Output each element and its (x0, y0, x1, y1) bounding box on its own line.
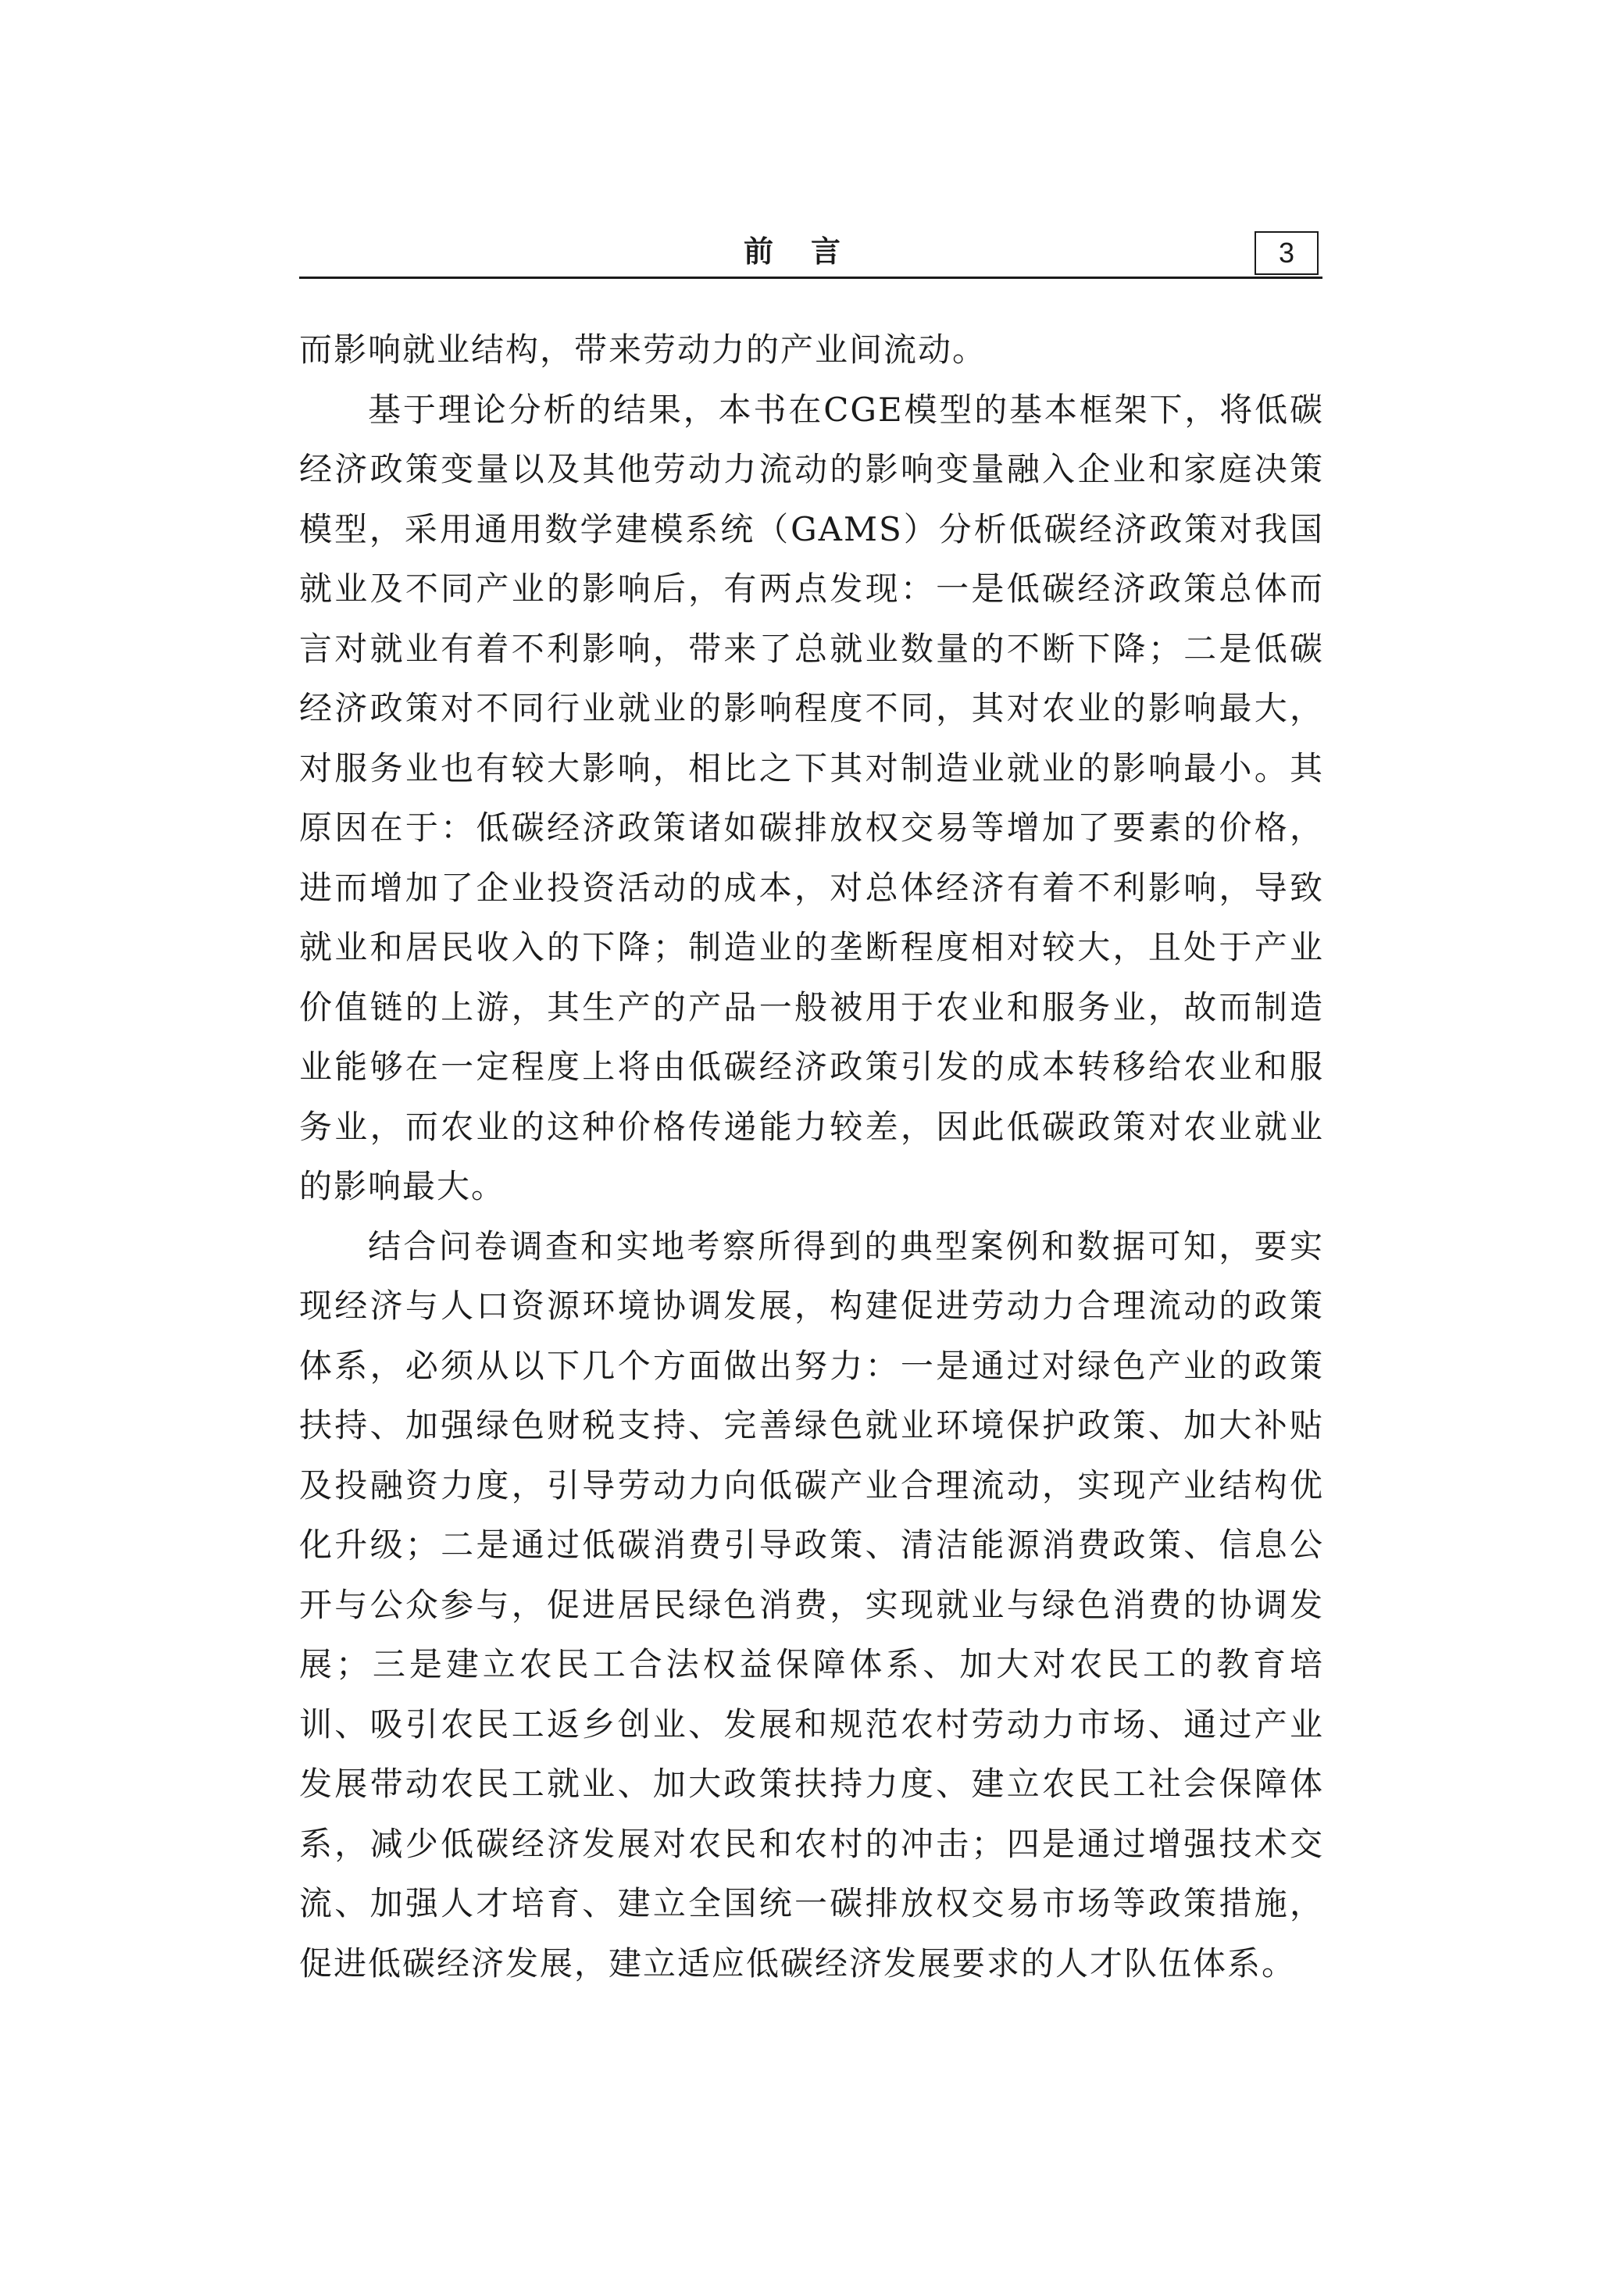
paragraph-continuation: 而影响就业结构，带来劳动力的产业间流动。 (299, 330, 987, 369)
paragraph-policy-recommendations: 结合问卷调查和实地考察所得到的典型案例和数据可知，要实现经济与人口资源环境协调发展，构建促进劳动力合理流动的政策体系，必须从以下几个方面做出努力：一是通过对绿色产业的政策扶持、加强绿色财税支持、完善绿色就业环境保护政策、加大补贴及投融资力度，引导劳动力向低碳产业合理流动，实现产业结构优化升级；二是通过低碳消费引导政策、清洁能源消费政策、信息公开与公众参与，促进居民绿色消费，实现就业与绿色消费的协调发展；三是建立农民工合法权益保障体系、加大对农民工的教育培训、吸引农民工返乡创业、发展和规范农村劳动力市场、通过产业发展带动农民工就业、加大政策扶持力度、建立农民工社会保障体系，减少低碳经济发展对农民和农村的冲击；四是通过增强技术交流、加强人才培育、建立全国统一碳排放权交易市场等政策措施，促进低碳经济发展，建立适应低碳经济发展要求的人才队伍体系。 (299, 1226, 1324, 1983)
running-header (299, 231, 1322, 280)
header-rule (299, 277, 1322, 279)
header-title: 前言 (743, 234, 878, 269)
page-number: 3 (1255, 231, 1319, 275)
body-text (299, 320, 1324, 1993)
paragraph-findings: 基于理论分析的结果，本书在CGE模型的基本框架下，将低碳经济政策变量以及其他劳动力流动的影响变量融入企业和家庭决策模型，采用通用数学建模系统（GAMS）分析低碳经济政策对我国就业及不同产业的影响后，有两点发现：一是低碳经济政策总体而言对就业有着不利影响，带来了总就业数量的不断下降；二是低碳经济政策对不同行业就业的影响程度不同，其对农业的影响最大，对服务业也有较大影响，相比之下其对制造业就业的影响最小。其原因在于：低碳经济政策诸如碳排放权交易等增加了要素的价格，进而增加了企业投资活动的成本，对总体经济有着不利影响，导致就业和居民收入的下降；制造业的垄断程度相对较大，且处于产业价值链的上游，其生产的产品一般被用于农业和服务业，故而制造业能够在一定程度上将由低碳经济政策引发的成本转移给农业和服务业，而农业的这种价格传递能力较差，因此低碳政策对农业就业的影响最大。 (299, 390, 1324, 1205)
